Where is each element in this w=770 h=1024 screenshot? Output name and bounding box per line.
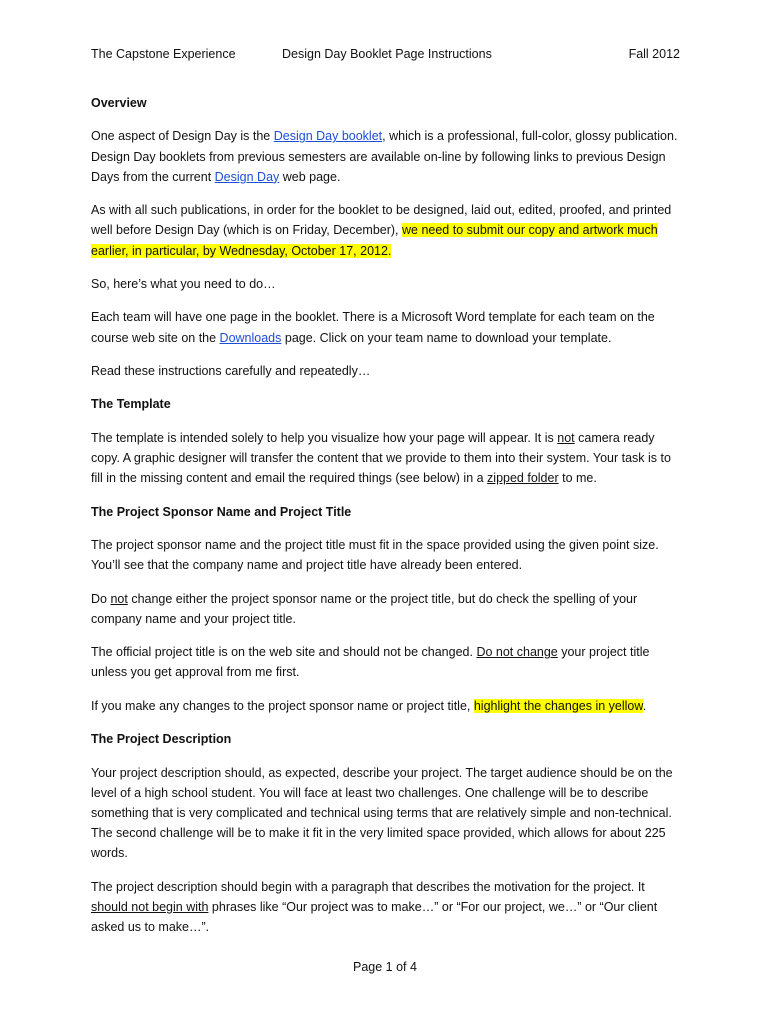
sponsor-paragraph-3: [91, 642, 681, 682]
text: phrases like “Our project was to make…” or “For our project, we…” or “Our client asked us to make…”.: [91, 899, 658, 935]
document-body: [91, 93, 681, 951]
overview-paragraph-3: So, here’s what you need to do…: [91, 276, 276, 291]
text: The project description should begin with a paragraph that describes the motivation for the project. It: [91, 879, 645, 894]
description-paragraph-2: [91, 877, 681, 938]
heading-sponsor: The Project Sponsor Name and Project Title: [91, 504, 352, 519]
highlighted-deadline: we need to submit our copy and artwork much earlier, in particular, by Wednesday, October 17, 2012.: [91, 223, 658, 258]
text: your project title unless you get approval from me first.: [91, 645, 650, 680]
overview-paragraph-4: [91, 307, 681, 347]
page-number: Page 1 of 4: [353, 960, 417, 974]
text: web page.: [279, 169, 341, 184]
text: camera ready copy. A graphic designer will transfer the content that we provide to them into their system. Your task is to fill in the missing content and email the required things (see below) in a: [91, 430, 671, 486]
sponsor-paragraph-4: [91, 696, 681, 716]
description-paragraph-1: Your project description should, as expected, describe your project. The target audience should be on the level of a high school student. You will face at least two challenges. One challenge will be to describe something that is very complicated and technical using terms that are relatively simple and non-technical. The second challenge will be to make it fit in the very limited space provided, which allows for about 225 words.: [91, 765, 673, 861]
text: Do: [91, 591, 111, 606]
text: page. Click on your team name to download your template.: [281, 330, 612, 345]
heading-description: The Project Description: [91, 732, 232, 747]
overview-paragraph-5: Read these instructions carefully and repeatedly…: [91, 363, 371, 378]
sponsor-paragraph-1: The project sponsor name and the project title must fit in the space provided using the given point size. You’ll see that the company name and project title have already been entered.: [91, 537, 659, 573]
sponsor-paragraph-2: [91, 589, 681, 629]
text: One aspect of Design Day is the: [91, 129, 274, 144]
header-semester: Fall 2012: [628, 47, 680, 61]
text: to me.: [558, 471, 597, 486]
template-paragraph-1: [91, 428, 681, 489]
text: The official project title is on the web site and should not be changed.: [91, 645, 477, 660]
heading-template: The Template: [91, 397, 171, 412]
design-day-link[interactable]: Design Day: [214, 169, 280, 184]
underlined-zipped-folder: zipped folder: [487, 471, 559, 486]
underlined-not: not: [557, 430, 575, 445]
overview-paragraph-1: [91, 126, 681, 187]
heading-overview: Overview: [91, 96, 147, 110]
underlined-do-not-change: Do not change: [476, 645, 558, 660]
text: .: [642, 698, 647, 713]
header-document-title: Design Day Booklet Page Instructions: [282, 47, 492, 61]
text: As with all such publications, in order for the booklet to be designed, laid out, edited, proofed, and printed well before Design Day (which is on Friday, December),: [91, 203, 672, 238]
text: The template is intended solely to help you visualize how your page will appear. It is: [91, 430, 558, 445]
underlined-should-not-begin: should not begin with: [91, 899, 209, 914]
text: , which is a professional, full-color, glossy publication. Design Day booklets from previous semesters are available on-line by following links to previous Design Days from the current: [91, 129, 678, 184]
design-day-booklet-link[interactable]: Design Day booklet: [273, 129, 383, 144]
header-course-title: The Capstone Experience: [91, 47, 236, 61]
text: Each team will have one page in the booklet. There is a Microsoft Word template for each team on the course web site on the: [91, 310, 655, 345]
underlined-not: not: [110, 591, 128, 606]
highlighted-instruction: highlight the changes in yellow: [473, 698, 643, 713]
downloads-link[interactable]: Downloads: [219, 330, 282, 345]
overview-paragraph-2: [91, 200, 681, 261]
text: If you make any changes to the project sponsor name or project title,: [91, 698, 474, 713]
text: change either the project sponsor name or the project title, but do check the spelling of your company name and your project title.: [91, 591, 638, 626]
